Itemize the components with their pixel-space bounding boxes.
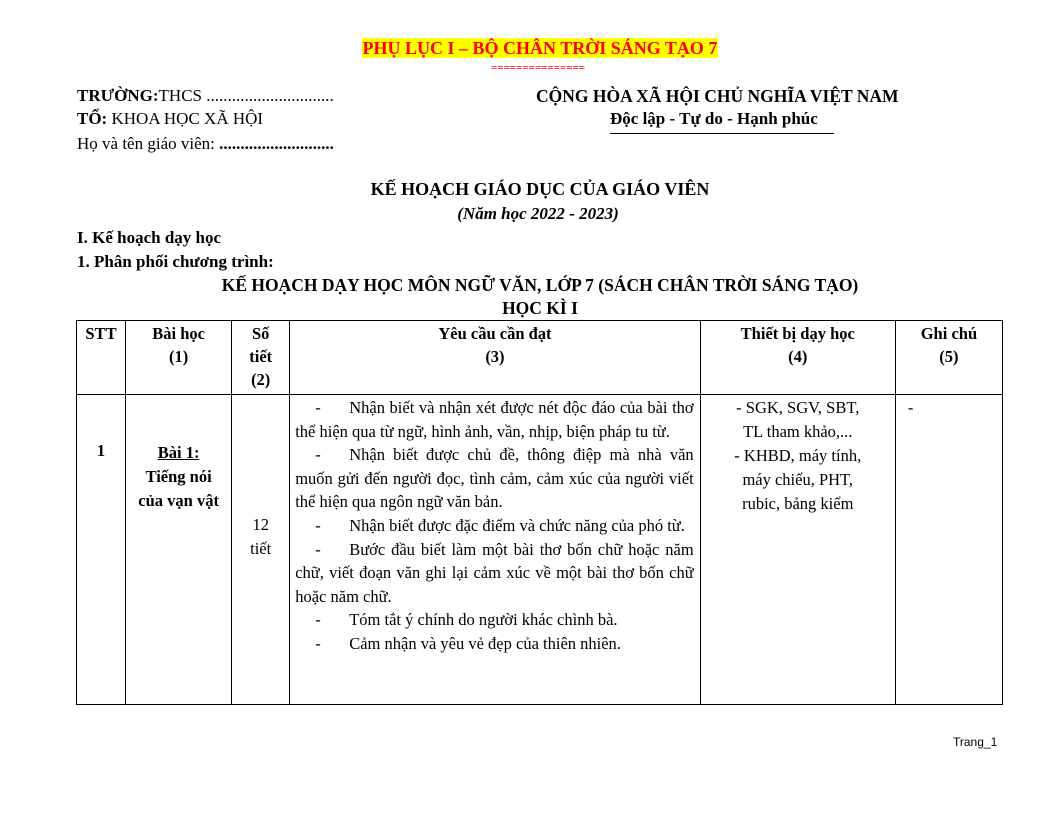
school-value: THCS .............................. xyxy=(158,86,334,105)
lesson-name-line-2: của vạn vật xyxy=(138,491,219,510)
school-line xyxy=(77,86,334,106)
page-number: Trang_1 xyxy=(953,735,998,749)
periods-count: 12 xyxy=(252,515,269,534)
equipment-line: - SGK, SGV, SBT, xyxy=(736,398,860,417)
teaching-plan-table xyxy=(76,320,1003,705)
school-label: TRƯỜNG: xyxy=(77,86,159,105)
equipment-line: - KHBD, máy tính, xyxy=(734,446,862,465)
requirement-item: - Bước đầu biết làm một bài thơ bốn chữ hoặc năm chữ, viết đoạn văn ghi lại cảm xúc về một bài thơ bốn chữ hoặc năm chữ. xyxy=(295,539,694,606)
plan-title: KẾ HOẠCH GIÁO DỤC CỦA GIÁO VIÊN xyxy=(370,179,710,199)
header-equipment: Thiết bị dạy học (4) xyxy=(700,321,895,395)
header-note: Ghi chú (5) xyxy=(895,321,1002,395)
teacher-label: Họ và tên giáo viên: xyxy=(77,134,220,153)
requirement-item: - Nhận biết và nhận xét được nét độc đáo của bài thơ thể hiện qua từ ngữ, hình ảnh, vần, nhịp, biện pháp tu từ. xyxy=(295,398,694,441)
school-year: (Năm học 2022 - 2023) xyxy=(457,204,619,223)
semester-title: HỌC KÌ I xyxy=(502,298,578,318)
row-equipment xyxy=(700,395,895,705)
subject-plan-title: KẾ HOẠCH DẠY HỌC MÔN NGỮ VĂN, LỚP 7 (SÁCH CHÂN TRỜI SÁNG TẠO) xyxy=(221,275,859,295)
department-value: KHOA HỌC XÃ HỘI xyxy=(107,109,264,128)
lesson-name-line-1: Tiếng nói xyxy=(145,467,212,486)
section-heading: I. Kế hoạch dạy học xyxy=(77,228,222,247)
equipment-line: máy chiếu, PHT, xyxy=(742,470,854,489)
row-note: - xyxy=(895,395,1002,705)
motto-underline xyxy=(610,133,834,134)
header-requirements: Yêu cầu cần đạt (3) xyxy=(290,321,700,395)
teacher-line xyxy=(77,134,334,154)
department-line xyxy=(77,109,263,129)
row-requirements xyxy=(290,395,700,705)
appendix-title: PHỤ LỤC I – BỘ CHÂN TRỜI SÁNG TẠO 7 xyxy=(362,38,718,58)
requirement-item: - Nhận biết được chủ đề, thông điệp mà nhà văn muốn gửi đến người đọc, tình cảm, cảm xúc của người viết thể hiện qua ngôn ngữ văn bản. xyxy=(295,445,694,512)
equipment-line: rubic, bảng kiểm xyxy=(742,494,854,513)
row-stt: 1 xyxy=(77,395,126,705)
national-title: CỘNG HÒA XÃ HỘI CHỦ NGHĨA VIỆT NAM xyxy=(536,86,899,106)
table-header-row xyxy=(77,321,1003,395)
subsection-heading: 1. Phân phối chương trình: xyxy=(77,252,274,271)
requirement-item: - Tóm tắt ý chính do người khác chình bà. xyxy=(315,610,618,630)
row-lesson xyxy=(126,395,232,705)
table-row xyxy=(77,395,1003,705)
equipment-line: TL tham khảo,... xyxy=(743,422,853,441)
periods-unit: tiết xyxy=(250,539,272,558)
header-stt: STT xyxy=(77,321,126,395)
title-underline-rule: =============== xyxy=(490,62,586,74)
requirement-item: - Cảm nhận và yêu vẻ đẹp của thiên nhiên. xyxy=(315,633,621,653)
requirement-item: - Nhận biết được đặc điểm và chức năng của phó từ. xyxy=(315,515,685,535)
teacher-value: ........................... xyxy=(219,134,334,153)
department-label: TỔ: xyxy=(77,109,108,128)
header-lesson: Bài học (1) xyxy=(126,321,232,395)
row-periods xyxy=(232,395,290,705)
national-motto: Độc lập - Tự do - Hạnh phúc xyxy=(610,109,818,128)
lesson-number: Bài 1: xyxy=(157,443,200,462)
header-periods: Số tiết (2) xyxy=(232,321,290,395)
